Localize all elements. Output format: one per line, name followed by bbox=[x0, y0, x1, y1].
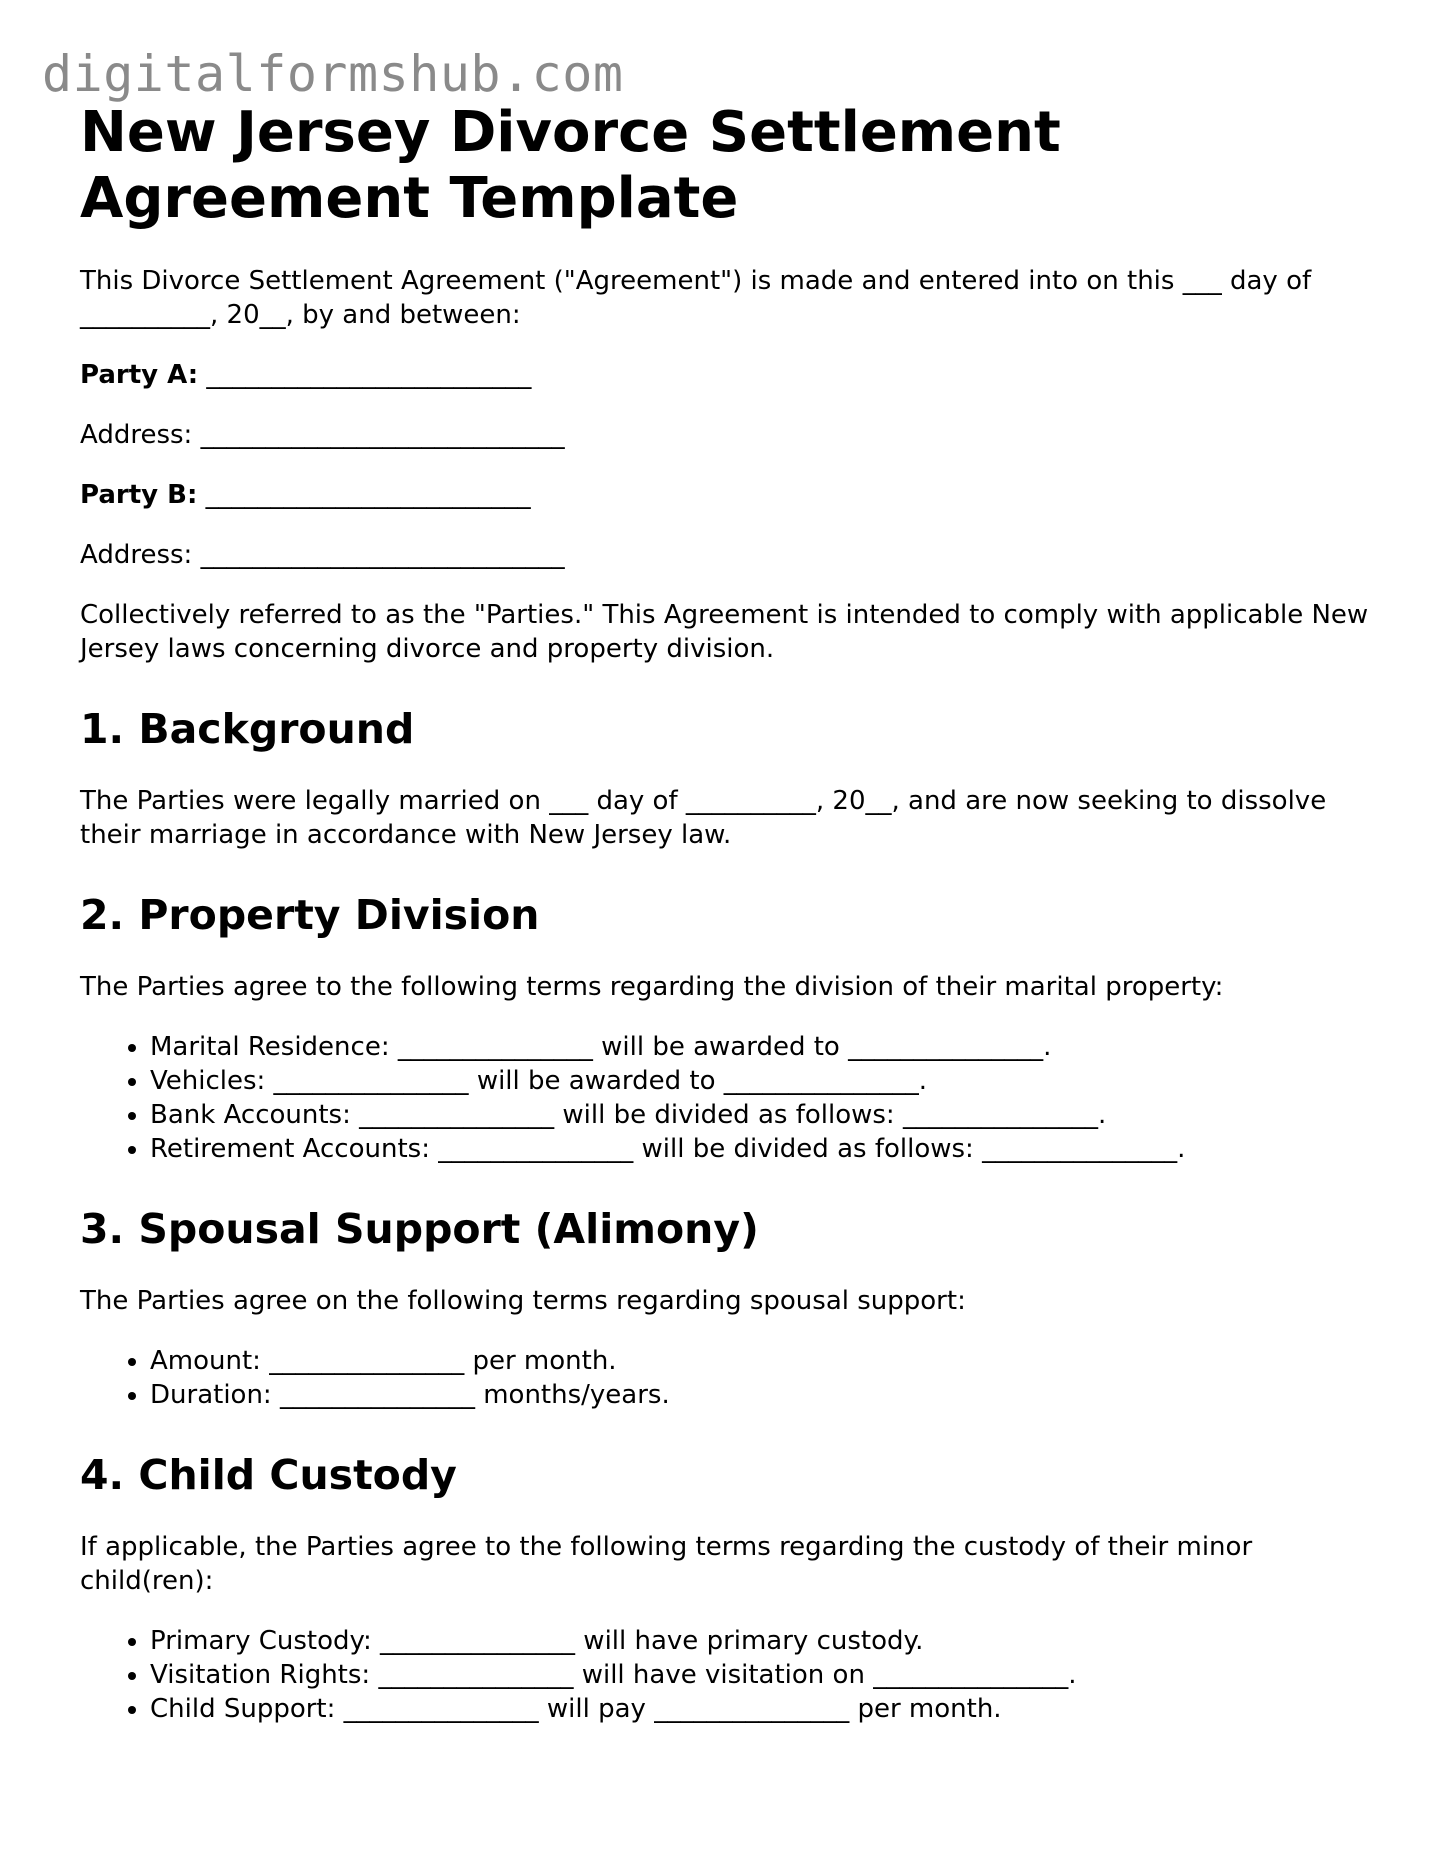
list-item: • Bank Accounts: _______________ will be divided as follows: _______________. bbox=[150, 1098, 1370, 1132]
section-heading-spousal-support: 3. Spousal Support (Alimony) bbox=[80, 1205, 759, 1253]
party-a-address-line bbox=[80, 418, 1370, 452]
party-a-label: Party A: bbox=[80, 360, 199, 390]
list-item: • Primary Custody: _______________ will have primary custody. bbox=[150, 1624, 1370, 1658]
section-body-background: The Parties were legally married on ___ day of __________, 20__, and are now seeking to dissolve their marriage in accordance with New Jersey law. bbox=[80, 786, 1327, 850]
list-item: • Child Support: _______________ will pay _______________ per month. bbox=[150, 1692, 1370, 1726]
party-b-label: Party B: bbox=[80, 480, 198, 510]
child-custody-list bbox=[80, 1624, 1370, 1726]
watermark-text: digitalformshub.com bbox=[42, 45, 624, 103]
collective-paragraph: Collectively referred to as the "Parties." This Agreement is intended to comply with applicable New Jersey laws concerning divorce and property division. bbox=[80, 600, 1369, 664]
party-b-address-label: Address: bbox=[80, 540, 193, 570]
section-heading-child-custody: 4. Child Custody bbox=[80, 1451, 457, 1499]
section-heading-background: 1. Background bbox=[80, 705, 415, 753]
spousal-support-list bbox=[80, 1344, 1370, 1412]
list-item: • Marital Residence: _______________ will be awarded to _______________. bbox=[150, 1030, 1370, 1064]
document bbox=[80, 100, 1370, 1726]
party-a-line bbox=[80, 358, 1370, 392]
list-item: • Duration: _______________ months/years. bbox=[150, 1378, 1370, 1412]
section-heading-property-division: 2. Property Division bbox=[80, 891, 540, 939]
property-division-list bbox=[80, 1030, 1370, 1166]
party-a-blank: _________________________ bbox=[206, 360, 532, 390]
section-body-spousal-support: The Parties agree on the following terms regarding spousal support: bbox=[80, 1286, 966, 1316]
intro-paragraph: This Divorce Settlement Agreement ("Agreement") is made and entered into on this ___ day of __________, 20__, by and between: bbox=[80, 266, 1312, 330]
section-body-property-division: The Parties agree to the following terms regarding the division of their marital property: bbox=[80, 972, 1224, 1002]
page-title: New Jersey Divorce Settlement Agreement Template bbox=[80, 100, 1061, 231]
party-b-address-blank: ____________________________ bbox=[200, 540, 565, 570]
list-item: • Retirement Accounts: _______________ will be divided as follows: _______________. bbox=[150, 1132, 1370, 1166]
party-b-blank: _________________________ bbox=[205, 480, 531, 510]
party-b-address-line bbox=[80, 538, 1370, 572]
party-a-address-blank: ____________________________ bbox=[200, 420, 565, 450]
party-b-line bbox=[80, 478, 1370, 512]
list-item: • Vehicles: _______________ will be awarded to _______________. bbox=[150, 1064, 1370, 1098]
list-item: • Amount: _______________ per month. bbox=[150, 1344, 1370, 1378]
section-body-child-custody: If applicable, the Parties agree to the following terms regarding the custody of their minor child(ren): bbox=[80, 1532, 1253, 1596]
party-a-address-label: Address: bbox=[80, 420, 193, 450]
list-item: • Visitation Rights: _______________ will have visitation on _______________. bbox=[150, 1658, 1370, 1692]
